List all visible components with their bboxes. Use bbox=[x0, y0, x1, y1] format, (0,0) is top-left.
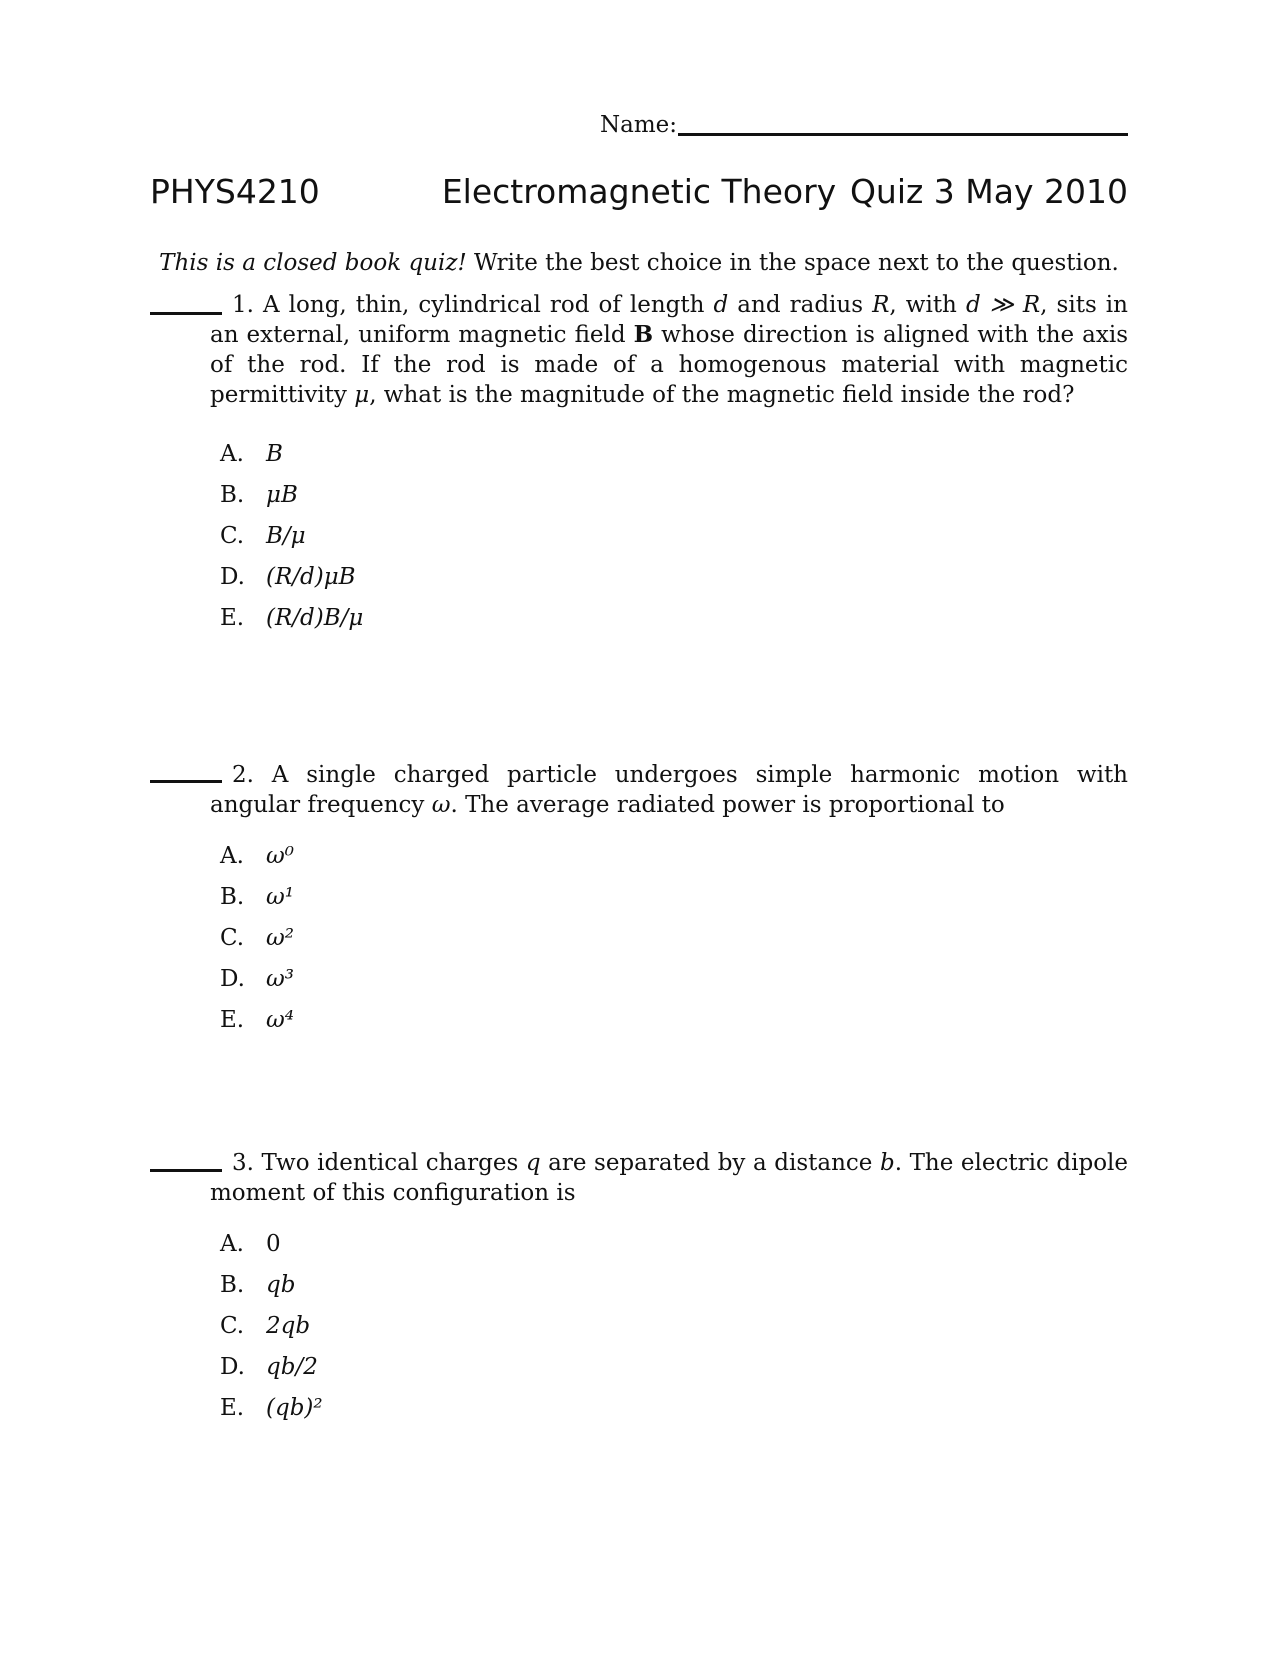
choice-b bbox=[220, 479, 363, 520]
choice-value: ω² bbox=[266, 925, 294, 951]
choice-d bbox=[220, 963, 294, 1004]
choice-value: qb/2 bbox=[266, 1354, 318, 1380]
choice-letter: E. bbox=[220, 1395, 245, 1421]
choice-value: ω³ bbox=[266, 966, 294, 992]
choice-value: (R/d)B/μ bbox=[266, 605, 364, 631]
quiz-date: Quiz 3 May 2010 bbox=[849, 172, 1128, 211]
choice-value: ω¹ bbox=[266, 884, 294, 910]
choice-letter: C. bbox=[220, 925, 245, 951]
question-number: 1. bbox=[232, 292, 254, 318]
choice-d bbox=[220, 561, 363, 602]
question-2-choices bbox=[220, 840, 294, 1045]
instructions-text: Write the best choice in the space next to the question. bbox=[466, 250, 1119, 276]
choice-e bbox=[220, 1004, 294, 1045]
instructions bbox=[150, 250, 1128, 276]
question-2-text: 2. A single charged particle undergoes simple harmonic motion with angular frequency ω. The average radiated power is proportional to bbox=[210, 762, 1128, 818]
choice-letter: E. bbox=[220, 605, 245, 631]
choice-a bbox=[220, 840, 294, 881]
course-code: PHYS4210 bbox=[150, 172, 320, 211]
choice-letter: B. bbox=[220, 884, 245, 910]
choice-letter: A. bbox=[220, 1231, 244, 1257]
name-label: Name: bbox=[600, 112, 678, 138]
choice-letter: C. bbox=[220, 1313, 245, 1339]
choice-value: B bbox=[266, 441, 283, 467]
question-3-choices bbox=[220, 1228, 323, 1433]
instructions-emphasis: This is a closed book quiz! bbox=[159, 250, 467, 276]
choice-b bbox=[220, 881, 294, 922]
choice-value: qb bbox=[266, 1272, 296, 1298]
question-number: 2. bbox=[232, 762, 254, 788]
choice-c bbox=[220, 1310, 323, 1351]
choice-value: (qb)² bbox=[266, 1395, 323, 1421]
name-field[interactable] bbox=[600, 112, 1128, 146]
choice-value: (R/d)μB bbox=[266, 564, 356, 590]
choice-c bbox=[220, 520, 363, 561]
name-blank-line[interactable] bbox=[678, 133, 1128, 136]
course-title: Electromagnetic Theory bbox=[441, 172, 837, 211]
choice-letter: B. bbox=[220, 1272, 245, 1298]
choice-a bbox=[220, 438, 363, 479]
choice-value: 2qb bbox=[266, 1313, 311, 1339]
question-1-text: 1. A long, thin, cylindrical rod of length d and radius R, with d ≫ R, sits in an external, uniform magnetic field B whose direction is aligned with the axis of the rod. If the rod is made of a homogenous material with magnetic permittivity μ, what is the magnitude of the magnetic field inside the rod? bbox=[210, 292, 1129, 408]
choice-d bbox=[220, 1351, 323, 1392]
question-1-choices bbox=[220, 438, 363, 643]
question-3-text: 3. Two identical charges q are separated by a distance b. The electric dipole moment of this configuration is bbox=[210, 1150, 1129, 1206]
choice-letter: B. bbox=[220, 482, 245, 508]
choice-letter: D. bbox=[220, 1354, 245, 1380]
choice-value: ω⁰ bbox=[266, 843, 294, 869]
choice-a bbox=[220, 1228, 323, 1269]
choice-letter: E. bbox=[220, 1007, 245, 1033]
choice-letter: A. bbox=[220, 843, 244, 869]
choice-value: 0 bbox=[266, 1231, 281, 1257]
choice-value: B/μ bbox=[266, 523, 306, 549]
choice-e bbox=[220, 1392, 323, 1433]
choice-letter: D. bbox=[220, 564, 245, 590]
choice-letter: A. bbox=[220, 441, 244, 467]
choice-value: ω⁴ bbox=[266, 1007, 294, 1033]
choice-letter: D. bbox=[220, 966, 245, 992]
question-number: 3. bbox=[232, 1150, 254, 1176]
choice-e bbox=[220, 602, 363, 643]
choice-b bbox=[220, 1269, 323, 1310]
choice-value: μB bbox=[266, 482, 298, 508]
choice-c bbox=[220, 922, 294, 963]
choice-letter: C. bbox=[220, 523, 245, 549]
quiz-header bbox=[150, 172, 1128, 218]
